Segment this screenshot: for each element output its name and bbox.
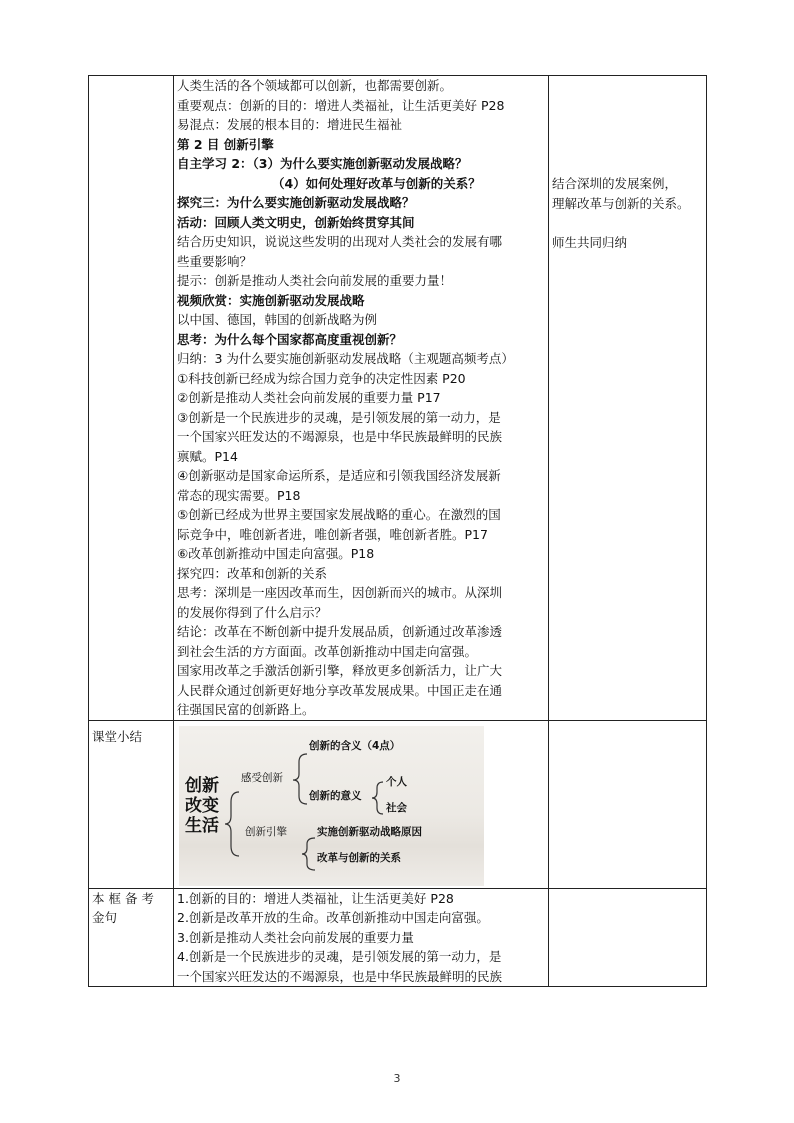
lesson-line: 探究三：为什么要实施创新驱动发展战略？ [177, 195, 415, 210]
lesson-line: 到社会生活的方方面面。改革创新推动中国走向富强。 [177, 643, 478, 659]
lesson-line: （4）如何处理好改革与创新的关系？ [272, 175, 481, 191]
page-number: 3 [393, 1072, 401, 1085]
mindmap-meaning-item: 社会 [386, 801, 407, 814]
golden-line: 1.创新的目的：增进人类福祉，让生活更美好 P28 [177, 890, 454, 906]
mindmap-branch1: 感受创新 [241, 771, 283, 784]
lesson-notes-cell [549, 76, 707, 721]
lesson-note-line: 师生共同归纳 [552, 234, 628, 250]
mindmap [179, 726, 484, 886]
lesson-line: 活动：回顾人类文明史，创新始终贯穿其间 [177, 214, 415, 230]
mindmap-branch2-item: 实施创新驱动战略原因 [317, 825, 422, 838]
lesson-line: 人民群众通过创新更好地分享改革发展成果。中国正走在通 [177, 682, 503, 698]
summary-mindmap-cell [174, 720, 549, 888]
mindmap-meaning-item: 个人 [386, 775, 407, 788]
golden-line: 3.创新是推动人类社会向前发展的重要力量 [177, 929, 414, 945]
golden-label-line: 金句 [92, 910, 118, 925]
lesson-line: 提示：创新是推动人类社会向前发展的重要力量！ [177, 273, 453, 288]
lesson-line: ①科技创新已经成为综合国力竞争的决定性因素 P20 [177, 370, 466, 386]
summary-notes-cell [549, 720, 707, 888]
mindmap-root [185, 776, 219, 836]
lesson-line: 人类生活的各个领域都可以创新，也都需要创新。 [177, 78, 453, 93]
golden-label-line: 本 框 备 考 [92, 890, 154, 906]
lesson-line: 思考：深圳是一座因改革而生，因创新而兴的城市。从深圳 [177, 585, 503, 600]
golden-row [89, 888, 707, 987]
lesson-line: 视频欣赏：实施创新驱动发展战略 [177, 292, 365, 308]
mindmap-root-line: 生活 [185, 815, 219, 836]
mindmap-branch2-item: 改革与创新的关系 [317, 851, 401, 864]
lesson-line: 际竞争中，唯创新者进，唯创新者强，唯创新者胜。P17 [177, 526, 488, 542]
lesson-line: ③创新是一个民族进步的灵魂，是引领发展的第一动力，是 [177, 409, 501, 425]
lesson-line: ⑥改革创新推动中国走向富强。P18 [177, 546, 375, 561]
mindmap-root-line: 改变 [185, 795, 219, 816]
lesson-note-line: 结合深圳的发展案例， [552, 176, 678, 191]
mindmap-branch1-item: 创新的意义 [309, 789, 362, 802]
lesson-note-line: 理解改革与创新的关系。 [552, 195, 690, 211]
golden-notes-cell [549, 888, 707, 987]
mindmap-root-line: 创新 [185, 775, 219, 796]
lesson-line: 国家用改革之手激活创新引擎，释放更多创新活力，让广大 [177, 663, 503, 678]
lesson-line: 结合历史知识，说说这些发明的出现对人类社会的发展有哪 [177, 234, 503, 249]
golden-line: 2.创新是改革开放的生命。改革创新推动中国走向富强。 [177, 910, 489, 925]
lesson-line: 禀赋。P14 [177, 448, 238, 464]
mindmap-branch2: 创新引擎 [245, 825, 287, 838]
lesson-left-cell [89, 76, 174, 721]
lesson-line: 第 2 目 创新引擎 [177, 136, 274, 152]
lesson-content-cell [174, 76, 549, 721]
lesson-line: 重要观点：创新的目的：增进人类福祉，让生活更美好 P28 [177, 97, 505, 113]
lesson-line: 些重要影响？ [177, 253, 253, 269]
golden-line: 一个国家兴旺发达的不竭源泉，也是中华民族最鲜明的民族 [177, 968, 503, 984]
lesson-line: 结论：改革在不断创新中提升发展品质，创新通过改革渗透 [177, 624, 503, 639]
lesson-line: 往强国民富的创新路上。 [177, 702, 315, 717]
lesson-line: 归纳：3 为什么要实施创新驱动发展战略（主观题高频考点） [177, 351, 514, 366]
lesson-line: 思考：为什么每个国家都高度重视创新？ [177, 331, 403, 347]
lesson-line: 探究四：改革和创新的关系 [177, 565, 328, 581]
lesson-line: 易混点：发展的根本目的：增进民生福祉 [177, 117, 403, 132]
lesson-line: 常态的现实需要。P18 [177, 487, 301, 503]
lesson-line: 的发展你得到了什么启示？ [177, 604, 328, 620]
lesson-line: 一个国家兴旺发达的不竭源泉，也是中华民族最鲜明的民族 [177, 429, 503, 444]
golden-content-cell [174, 888, 549, 987]
lesson-row [89, 76, 707, 721]
lesson-note-line [552, 213, 703, 233]
lesson-line: ④创新驱动是国家命运所系，是适应和引领我国经济发展新 [177, 468, 501, 483]
golden-label [89, 888, 174, 987]
lesson-line: 以中国、德国，韩国的创新战略为例 [177, 312, 378, 327]
summary-label: 课堂小结 [89, 720, 174, 888]
lesson-table [88, 75, 707, 987]
summary-row [89, 720, 707, 888]
lesson-line: 自主学习 2：（3）为什么要实施创新驱动发展战略？ [177, 156, 468, 171]
golden-line: 4.创新是一个民族进步的灵魂，是引领发展的第一动力，是 [177, 949, 502, 964]
lesson-line: ⑤创新已经成为世界主要国家发展战略的重心。在激烈的国 [177, 507, 501, 522]
lesson-line: ②创新是推动人类社会向前发展的重要力量 P17 [177, 390, 441, 405]
mindmap-branch1-item: 创新的含义（4点） [309, 739, 401, 752]
